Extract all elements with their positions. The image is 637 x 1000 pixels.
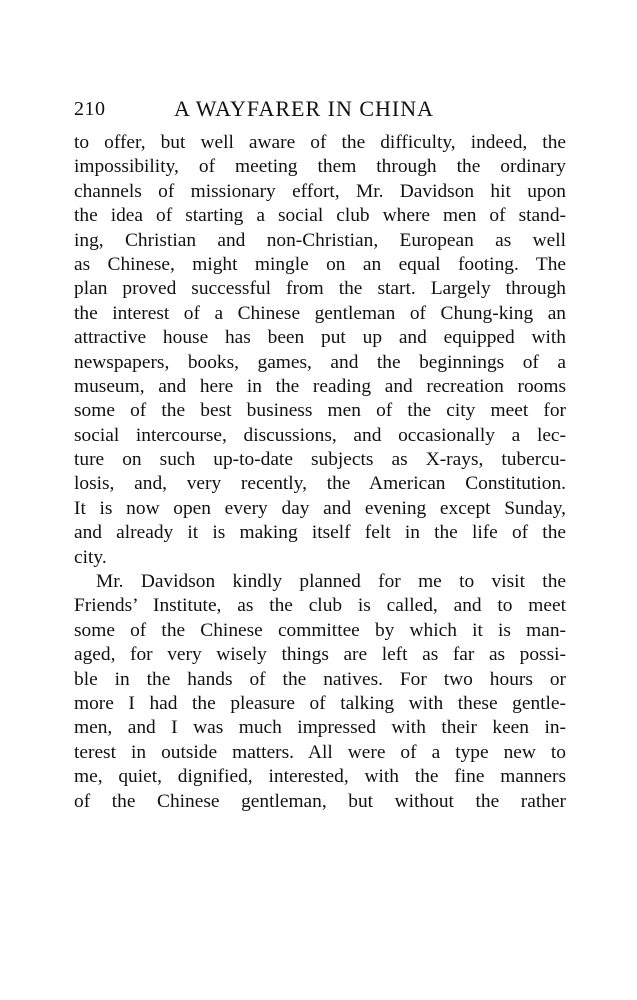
text-line: aged, for very wisely things are left as far as possi- [74,644,566,666]
text-line: city. [74,546,107,568]
text-line: Friends’ Institute, as the club is called, and to meet [74,595,566,617]
text-line: newspapers, books, games, and the beginnings of a [74,351,566,373]
page-number: 210 [74,98,106,120]
paragraph-2 [74,570,566,814]
text-line: attractive house has been put up and equipped with [74,327,566,349]
text-line: as Chinese, might mingle on an equal footing. The [74,253,566,275]
text-line: some of the Chinese committee by which it is man- [74,619,566,641]
text-line: some of the best business men of the city meet for [74,400,566,422]
text-line: of the Chinese gentleman, but without the rather [74,790,566,812]
text-line: more I had the pleasure of talking with these gentle- [74,692,566,714]
running-head [74,94,566,124]
paragraph-1 [74,131,566,570]
body-text [74,131,566,814]
text-line: channels of missionary effort, Mr. Davidson hit upon [74,180,566,202]
text-line: the interest of a Chinese gentleman of Chung-king an [74,302,566,324]
text-line: museum, and here in the reading and recreation rooms [74,375,566,397]
text-line: impossibility, of meeting them through the ordinary [74,156,566,178]
text-line: ble in the hands of the natives. For two hours or [74,668,566,690]
text-line: me, quiet, dignified, interested, with the fine manners [74,766,566,788]
text-line: ture on such up-to-date subjects as X-rays, tubercu- [74,449,566,471]
text-line: social intercourse, discussions, and occasionally a lec- [74,424,566,446]
text-line: terest in outside matters. All were of a type new to [74,741,566,763]
text-line: men, and I was much impressed with their keen in- [74,717,566,739]
text-line: ing, Christian and non-Christian, European as well [74,229,566,251]
running-title: A WAYFARER IN CHINA [174,96,435,121]
text-line: losis, and, very recently, the American Constitution. [74,473,566,495]
text-line: and already it is making itself felt in the life of the [74,522,566,544]
text-line: to offer, but well aware of the difficulty, indeed, the [74,132,566,153]
text-line: plan proved successful from the start. Largely through [74,278,566,300]
text-line: the idea of starting a social club where men of stand- [74,205,566,227]
text-line: Mr. Davidson kindly planned for me to visit the [96,571,566,593]
text-line: It is now open every day and evening except Sunday, [74,497,566,519]
